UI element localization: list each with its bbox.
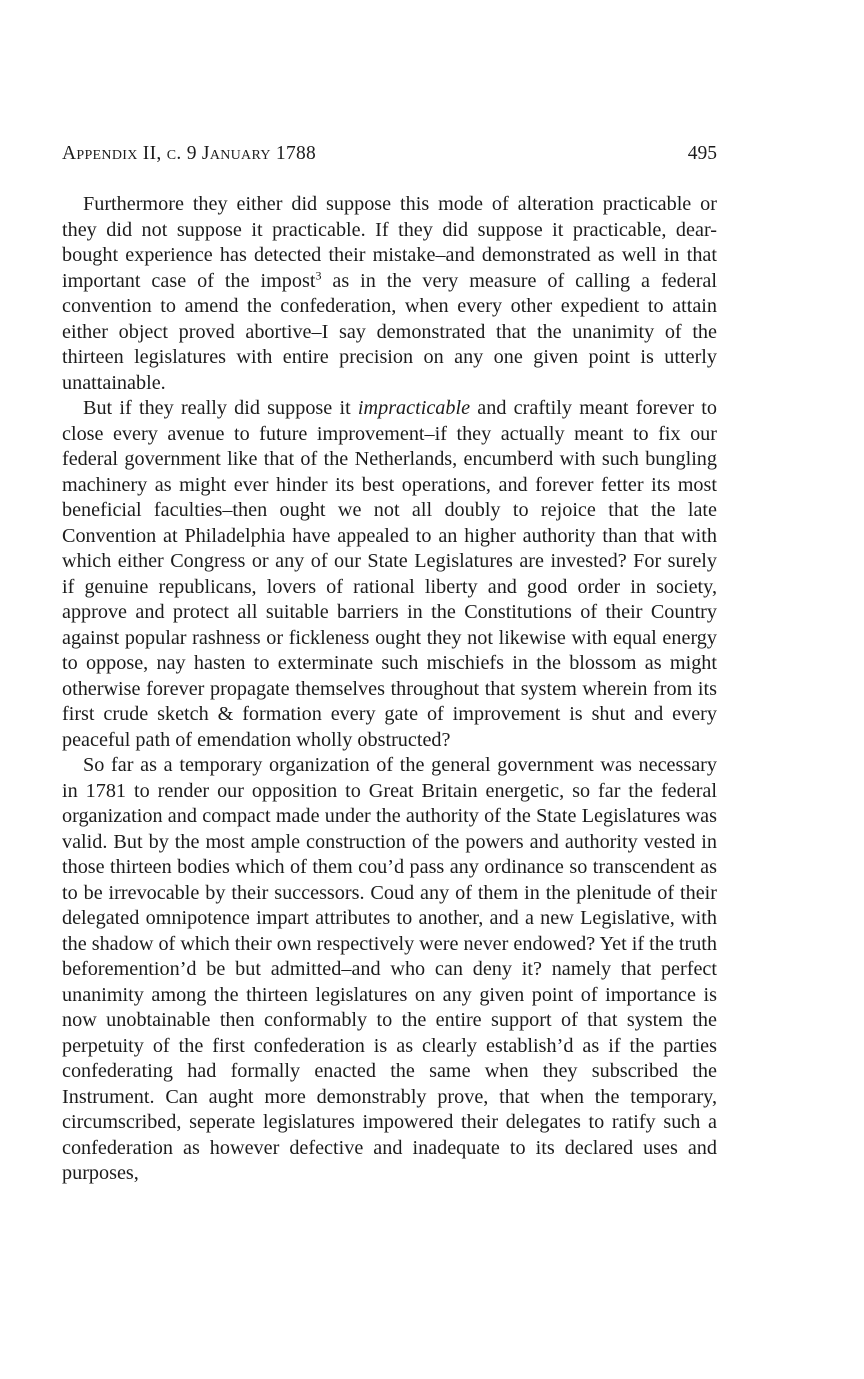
paragraph-2-text-continued: and craftily meant forever to close every avenue to future improvement–if they actually meant to fix our federal government like that of the Netherlands, encumberd with such bungling machinery as might ever hinder its best operations, and forever fetter its most beneficial faculties–then ought we not all doubly to rejoice that the late Convention at Philadelphia have appealed to an higher authority than that with which either Congress or any of our State Legislatures are invested? For surely if genuine republicans, lovers of rational liberty and good order in society, approve and protect all suitable barriers in the Constitutions of their Country against popular rashness or fickleness ought they not likewise with equal energy to oppose, nay hasten to exterminate such mischiefs in the blossom as might otherwise forever propagate themselves throughout that system wherein from its first crude sketch & formation every gate of improvement is shut and every peaceful path of emendation wholly obstructed? — [62, 397, 717, 751]
running-head-title: Appendix II, c. 9 January 1788 — [62, 143, 317, 164]
italic-emphasis: impracticable — [357, 397, 471, 419]
page-number: 495 — [687, 143, 717, 164]
paragraph-3: So far as a temporary organization of the general government was necessary in 1781 to render our opposition to Great Britain energetic, so far the federal organization and compact made under the authority of the State Legislatures was valid. But by the most ample construction of the powers and authority vested in those thirteen bodies which of them cou’d pass any ordinance so transcendent as to be irrevocable by their successors. Coud any of them in the plenitude of their delegated omnipotence impart attributes to another, and a new Legislative, with the shadow of which their own respectively were never endowed? Yet if the truth beforemention’d be but admitted–and who can deny it? namely that perfect unanimity among the thirteen legislatures on any given point of importance is now unobtainable then conformably to the entire support of that system the perpetuity of the first confederation is as clearly establish’d as if the parties confederating had formally enacted the same when they subscribed the Instrument. Can aught more demonstrably prove, that when the temporary, circumscribed, seperate legislatures impowered their delegates to ratify such a confederation as however defective and inadequate to its declared uses and purposes, — [62, 754, 717, 1184]
body-text — [62, 192, 717, 1187]
document-page — [62, 0, 717, 1379]
paragraph-1-text-continued: as in the very measure of calling a federal convention to amend the confederation, when every other expedient to attain either object proved abortive–I say demonstrated that the unanimity of the thirteen legislatures with entire precision on any one given point is utterly unattainable. — [62, 269, 717, 394]
running-head — [62, 139, 717, 169]
paragraph-1 — [62, 192, 717, 396]
paragraph-2 — [62, 396, 717, 753]
paragraph-2-text: But if they really did suppose it — [83, 397, 358, 419]
footnote-reference: 3 — [315, 267, 322, 282]
paragraph-1-text: Furthermore they either did suppose this mode of alteration practicable or they did not suppose it practicable. If they did suppose it practicable, dear-bought experience has detected their mistake–and demonstrated as well in that important case of the impost — [62, 193, 717, 292]
